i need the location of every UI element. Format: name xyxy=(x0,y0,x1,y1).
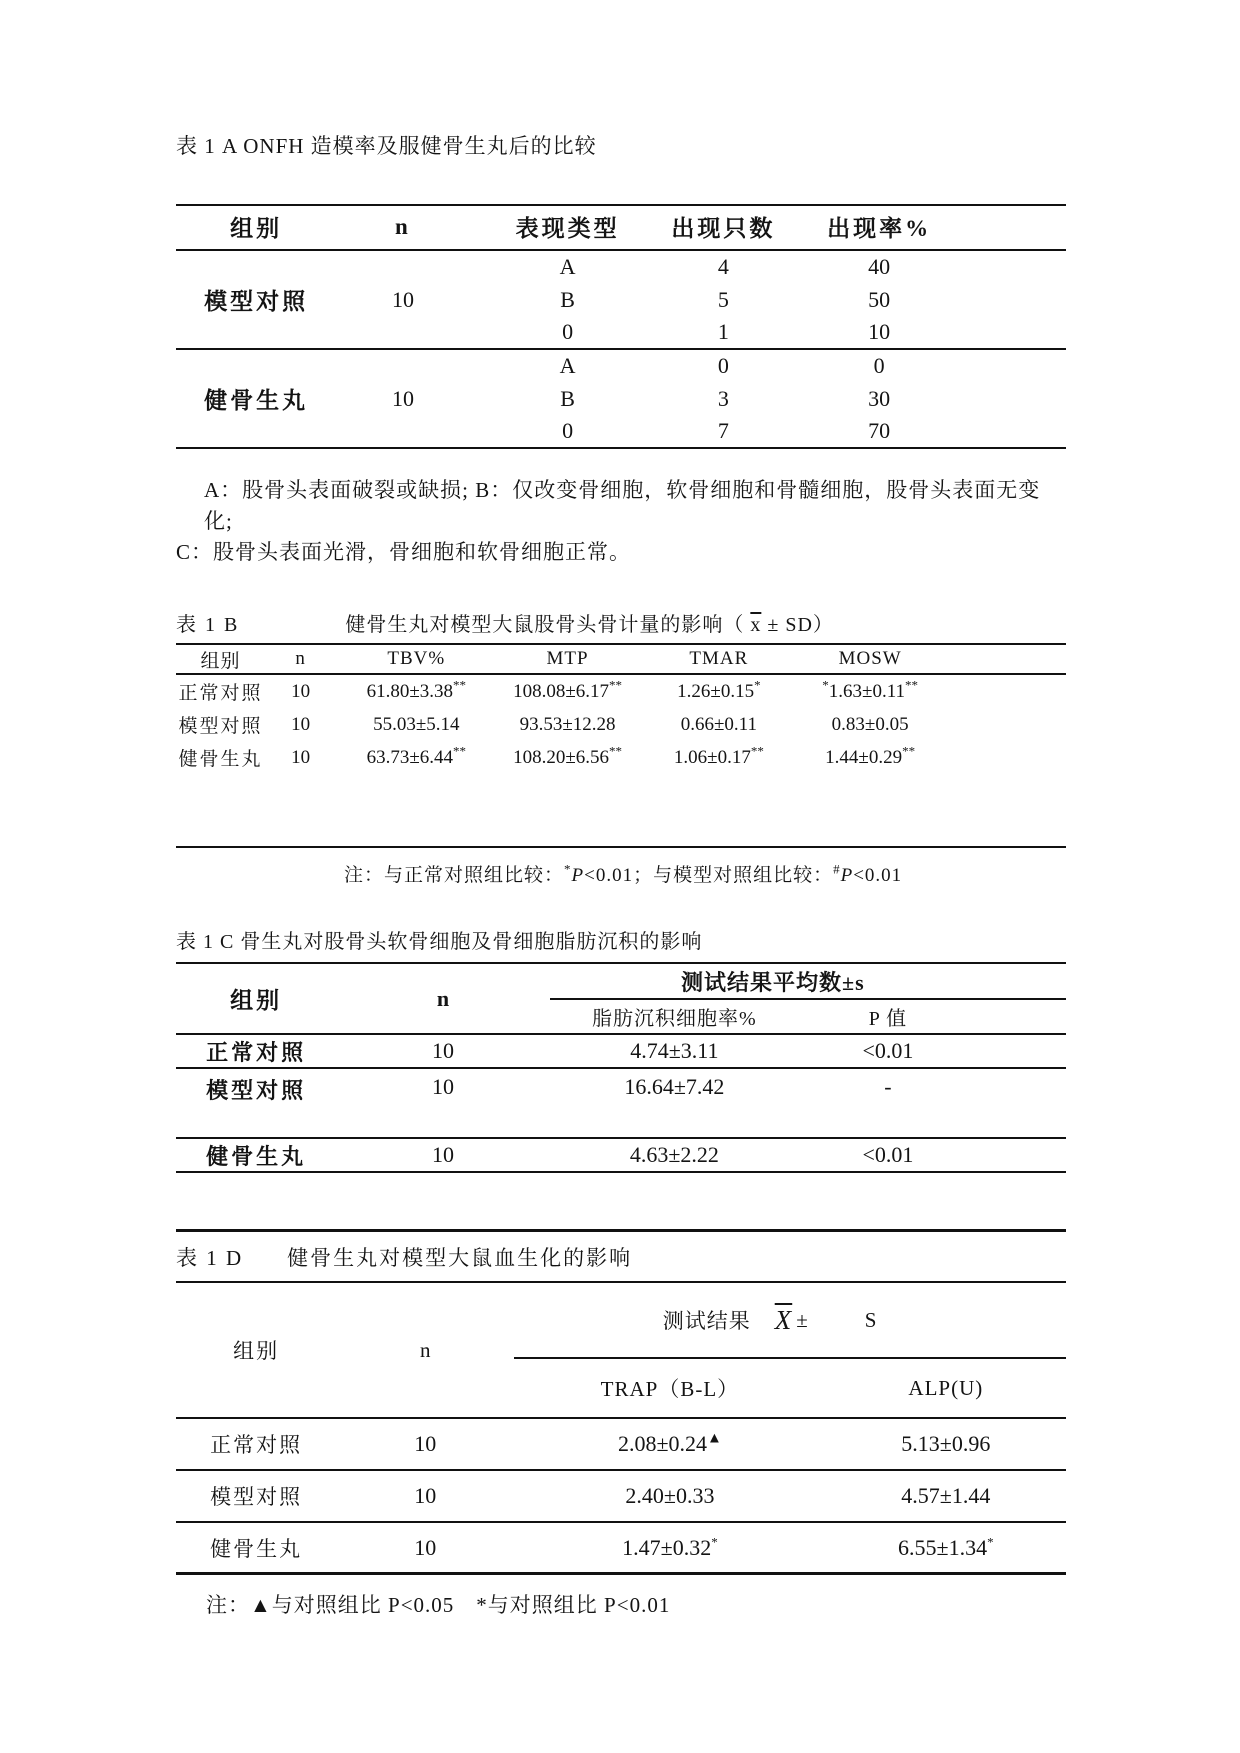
table-label: 表 1 D xyxy=(176,1245,244,1270)
group-name-cell: 健骨生丸 xyxy=(210,1536,303,1561)
spacer-cell xyxy=(977,349,1066,448)
table-label: 表 1 B xyxy=(176,614,240,636)
type-cell: A xyxy=(559,353,576,378)
value: 1.06±0.17 xyxy=(673,746,751,768)
xbar-symbol: $\overline{X}$ xyxy=(774,1304,793,1335)
rate-cell: 30 xyxy=(868,385,891,411)
group-name-cell: 模型对照 xyxy=(206,1078,307,1103)
table-c-header xyxy=(176,964,1066,1035)
column-header: MOSW xyxy=(838,648,902,669)
group-name-cell: 模型对照 xyxy=(210,1485,303,1509)
note-line: A：股骨头表面破裂或缺损; B：仅改变骨细胞，软骨细胞和骨髓细胞，股骨头表面无变化; xyxy=(204,478,1041,533)
group-n-cell: 10 xyxy=(391,385,414,411)
type-cell: B xyxy=(560,286,575,312)
caption-text-part: ± SD） xyxy=(761,614,834,636)
table-d-header xyxy=(176,1283,1066,1419)
column-header: 表现类型 xyxy=(515,216,620,241)
table-row xyxy=(176,675,1066,708)
table-a-caption: 表 1 A ONFH 造模率及服健骨生丸后的比较 xyxy=(176,134,597,158)
rate-cell: 4.74±3.11 xyxy=(630,1038,719,1063)
mtp-cell xyxy=(496,743,638,769)
group-name-cell: 正常对照 xyxy=(210,1433,303,1457)
table-c-caption: 表 1 C 骨生丸对股骨头软骨细胞及骨细胞脂肪沉积的影响 xyxy=(176,931,703,953)
tmar-cell xyxy=(639,743,799,769)
significance-marker: * xyxy=(754,677,761,693)
type-cell: B xyxy=(560,385,575,411)
trap-cell xyxy=(514,1431,826,1457)
table-a-group-jiangusheng xyxy=(176,349,1066,448)
p-symbol: P xyxy=(571,865,585,886)
column-subheader: ALP(U) xyxy=(908,1375,984,1400)
value: 6.55±1.34 xyxy=(898,1534,988,1560)
n-cell: 10 xyxy=(291,713,311,735)
n-cell: 10 xyxy=(414,1483,437,1508)
column-header: MTP xyxy=(546,648,589,669)
tmar-cell xyxy=(639,677,799,703)
table-row xyxy=(176,349,1066,382)
significance-marker: * xyxy=(822,677,829,693)
caption-text-part: 健骨生丸对模型大鼠股骨头骨计量的影响（ xyxy=(345,614,751,636)
table-b-caption xyxy=(176,608,1066,637)
value: 1.63±0.11 xyxy=(828,680,906,702)
table-row xyxy=(176,1069,1066,1137)
count-cell: 0 xyxy=(717,353,729,378)
tmar-cell xyxy=(639,714,799,736)
rate-cell: 4.63±2.22 xyxy=(629,1142,719,1167)
value: 0.66±0.11 xyxy=(680,713,757,735)
caption-text xyxy=(345,614,834,636)
column-header: 出现率% xyxy=(827,216,932,241)
value: 63.73±6.44 xyxy=(366,746,453,768)
mtp-cell xyxy=(496,714,638,736)
rate-cell: 0 xyxy=(873,353,885,378)
n-cell: 10 xyxy=(291,680,311,702)
caption-text: 健骨生丸对模型大鼠血生化的影响 xyxy=(287,1245,633,1270)
type-cell: 0 xyxy=(562,418,574,443)
value: 2.40±0.33 xyxy=(625,1483,715,1508)
value: 55.03±5.14 xyxy=(373,713,460,735)
table-d-note: 注：▲与对照组比 P<0.05 *与对照组比 P<0.01 xyxy=(206,1593,671,1617)
count-cell: 5 xyxy=(717,286,729,312)
n-cell: 10 xyxy=(431,1038,454,1063)
column-header: n xyxy=(436,985,450,1011)
significance-marker: ▲ xyxy=(707,1430,722,1447)
type-cell: A xyxy=(559,254,576,279)
span-label: 测试结果 xyxy=(662,1309,751,1333)
column-header: n xyxy=(395,213,411,239)
xbar-symbol: $\overline{x}$ xyxy=(750,614,762,636)
trap-cell xyxy=(514,1535,826,1561)
mtp-cell xyxy=(496,677,638,703)
column-header: 组别 xyxy=(230,216,283,241)
spanning-header xyxy=(514,1283,1066,1359)
significance-marker: * xyxy=(987,1534,994,1550)
p-symbol: P xyxy=(840,865,854,886)
p-value-cell: - xyxy=(884,1074,892,1099)
table-row xyxy=(176,1419,1066,1471)
p-value-cell: <0.01 xyxy=(862,1142,914,1167)
value: 61.80±3.38 xyxy=(366,680,453,702)
value: 2.08±0.24 xyxy=(617,1431,708,1456)
note-text: 注：与正常对照组比较： xyxy=(344,865,565,886)
column-header: TMAR xyxy=(689,648,749,669)
significance-marker: * xyxy=(711,1534,718,1550)
tbv-cell xyxy=(336,677,496,703)
group-name-cell: 模型对照 xyxy=(204,289,309,314)
table-a xyxy=(176,204,1066,449)
table-a-group-model xyxy=(176,250,1066,349)
alp-cell xyxy=(826,1535,1066,1561)
table-a-header-row xyxy=(176,205,1066,250)
significance-marker: ** xyxy=(609,743,623,759)
table-b-note xyxy=(344,860,1066,887)
sd-symbol: S xyxy=(864,1307,878,1332)
column-subheader: 脂肪沉积细胞率% xyxy=(592,1008,757,1030)
group-n-cell: 10 xyxy=(391,286,414,312)
value: 4.57±1.44 xyxy=(901,1483,991,1508)
column-header: 出现只数 xyxy=(671,216,776,241)
table-row xyxy=(176,708,1066,741)
n-cell: 10 xyxy=(431,1142,454,1167)
value: 1.47±0.32 xyxy=(622,1534,712,1560)
table-c xyxy=(176,962,1066,1173)
significance-marker: ** xyxy=(750,743,764,759)
value: 1.26±0.15 xyxy=(677,680,755,702)
value: 108.20±6.56 xyxy=(513,746,610,768)
value: 108.08±6.17 xyxy=(513,680,610,702)
rate-cell: 16.64±7.42 xyxy=(624,1074,725,1099)
n-cell: 10 xyxy=(431,1074,454,1099)
group-name-cell: 正常对照 xyxy=(178,683,263,704)
spacer-cell xyxy=(977,1069,1066,1074)
column-header: n xyxy=(419,1337,431,1362)
trap-cell xyxy=(514,1483,826,1509)
column-header: 组别 xyxy=(230,988,283,1013)
group-name-cell: 正常对照 xyxy=(206,1039,307,1065)
count-cell: 4 xyxy=(717,254,729,279)
mosw-cell xyxy=(799,677,941,703)
p-value-cell: <0.01 xyxy=(862,1038,914,1063)
column-header: 组别 xyxy=(200,650,241,672)
note-text: <0.01 xyxy=(853,865,903,886)
count-cell: 3 xyxy=(717,385,729,411)
significance-marker: ** xyxy=(453,743,466,759)
table-row xyxy=(176,1471,1066,1523)
significance-marker: # xyxy=(833,861,841,877)
n-cell: 10 xyxy=(414,1431,437,1456)
significance-marker: ** xyxy=(609,677,623,693)
table-row xyxy=(176,250,1066,283)
column-subheader: P 值 xyxy=(868,1008,908,1030)
rate-cell: 10 xyxy=(868,319,891,344)
n-cell: 10 xyxy=(291,746,311,768)
note-text: <0.01；与模型对照组比较： xyxy=(584,865,834,886)
rate-cell: 50 xyxy=(868,286,891,312)
count-cell: 7 xyxy=(717,418,729,443)
table-row xyxy=(176,741,1066,774)
table-d-caption xyxy=(176,1229,1066,1283)
alp-cell xyxy=(826,1483,1066,1509)
mosw-cell xyxy=(799,743,941,769)
table-a-note xyxy=(176,475,1066,568)
rate-cell: 40 xyxy=(868,254,891,279)
table-d xyxy=(176,1229,1066,1619)
table-b xyxy=(176,643,1066,848)
value: 93.53±12.28 xyxy=(519,713,616,735)
group-name-cell: 健骨生丸 xyxy=(206,1143,307,1169)
table-b-blank-space xyxy=(176,774,1066,846)
plus-minus-symbol: ± xyxy=(796,1307,809,1332)
table-row xyxy=(176,1523,1066,1575)
spanning-header: 测试结果平均数±s xyxy=(550,964,1066,1000)
count-cell: 1 xyxy=(717,319,729,344)
table-row xyxy=(176,1137,1066,1171)
alp-cell xyxy=(826,1431,1066,1457)
document-content xyxy=(176,0,1066,1619)
table-b-header-row xyxy=(176,643,1066,675)
significance-marker: ** xyxy=(453,677,466,693)
note-line: C：股骨头表面光滑，骨细胞和软骨细胞正常。 xyxy=(176,540,632,564)
column-header: TBV% xyxy=(387,648,446,669)
type-cell: 0 xyxy=(562,319,574,344)
significance-marker: ** xyxy=(902,743,916,759)
column-subheader: TRAP（B-L） xyxy=(600,1377,740,1401)
significance-marker: * xyxy=(564,861,572,877)
column-header: n xyxy=(295,648,306,669)
group-name-cell: 模型对照 xyxy=(178,716,263,737)
value: 5.13±0.96 xyxy=(901,1431,991,1456)
spacer-cell xyxy=(977,250,1066,349)
table-row xyxy=(176,1035,1066,1069)
value: 1.44±0.29 xyxy=(825,746,903,768)
group-name-cell: 健骨生丸 xyxy=(204,388,309,413)
group-name-cell: 健骨生丸 xyxy=(178,749,263,770)
n-cell: 10 xyxy=(414,1534,437,1560)
value: 0.83±0.05 xyxy=(831,713,909,735)
significance-marker: ** xyxy=(905,677,919,693)
tbv-cell xyxy=(336,714,496,736)
mosw-cell xyxy=(799,714,941,736)
rate-cell: 70 xyxy=(868,418,891,443)
spacer-cell xyxy=(977,205,1066,250)
tbv-cell xyxy=(336,743,496,769)
column-header: 组别 xyxy=(233,1339,280,1363)
